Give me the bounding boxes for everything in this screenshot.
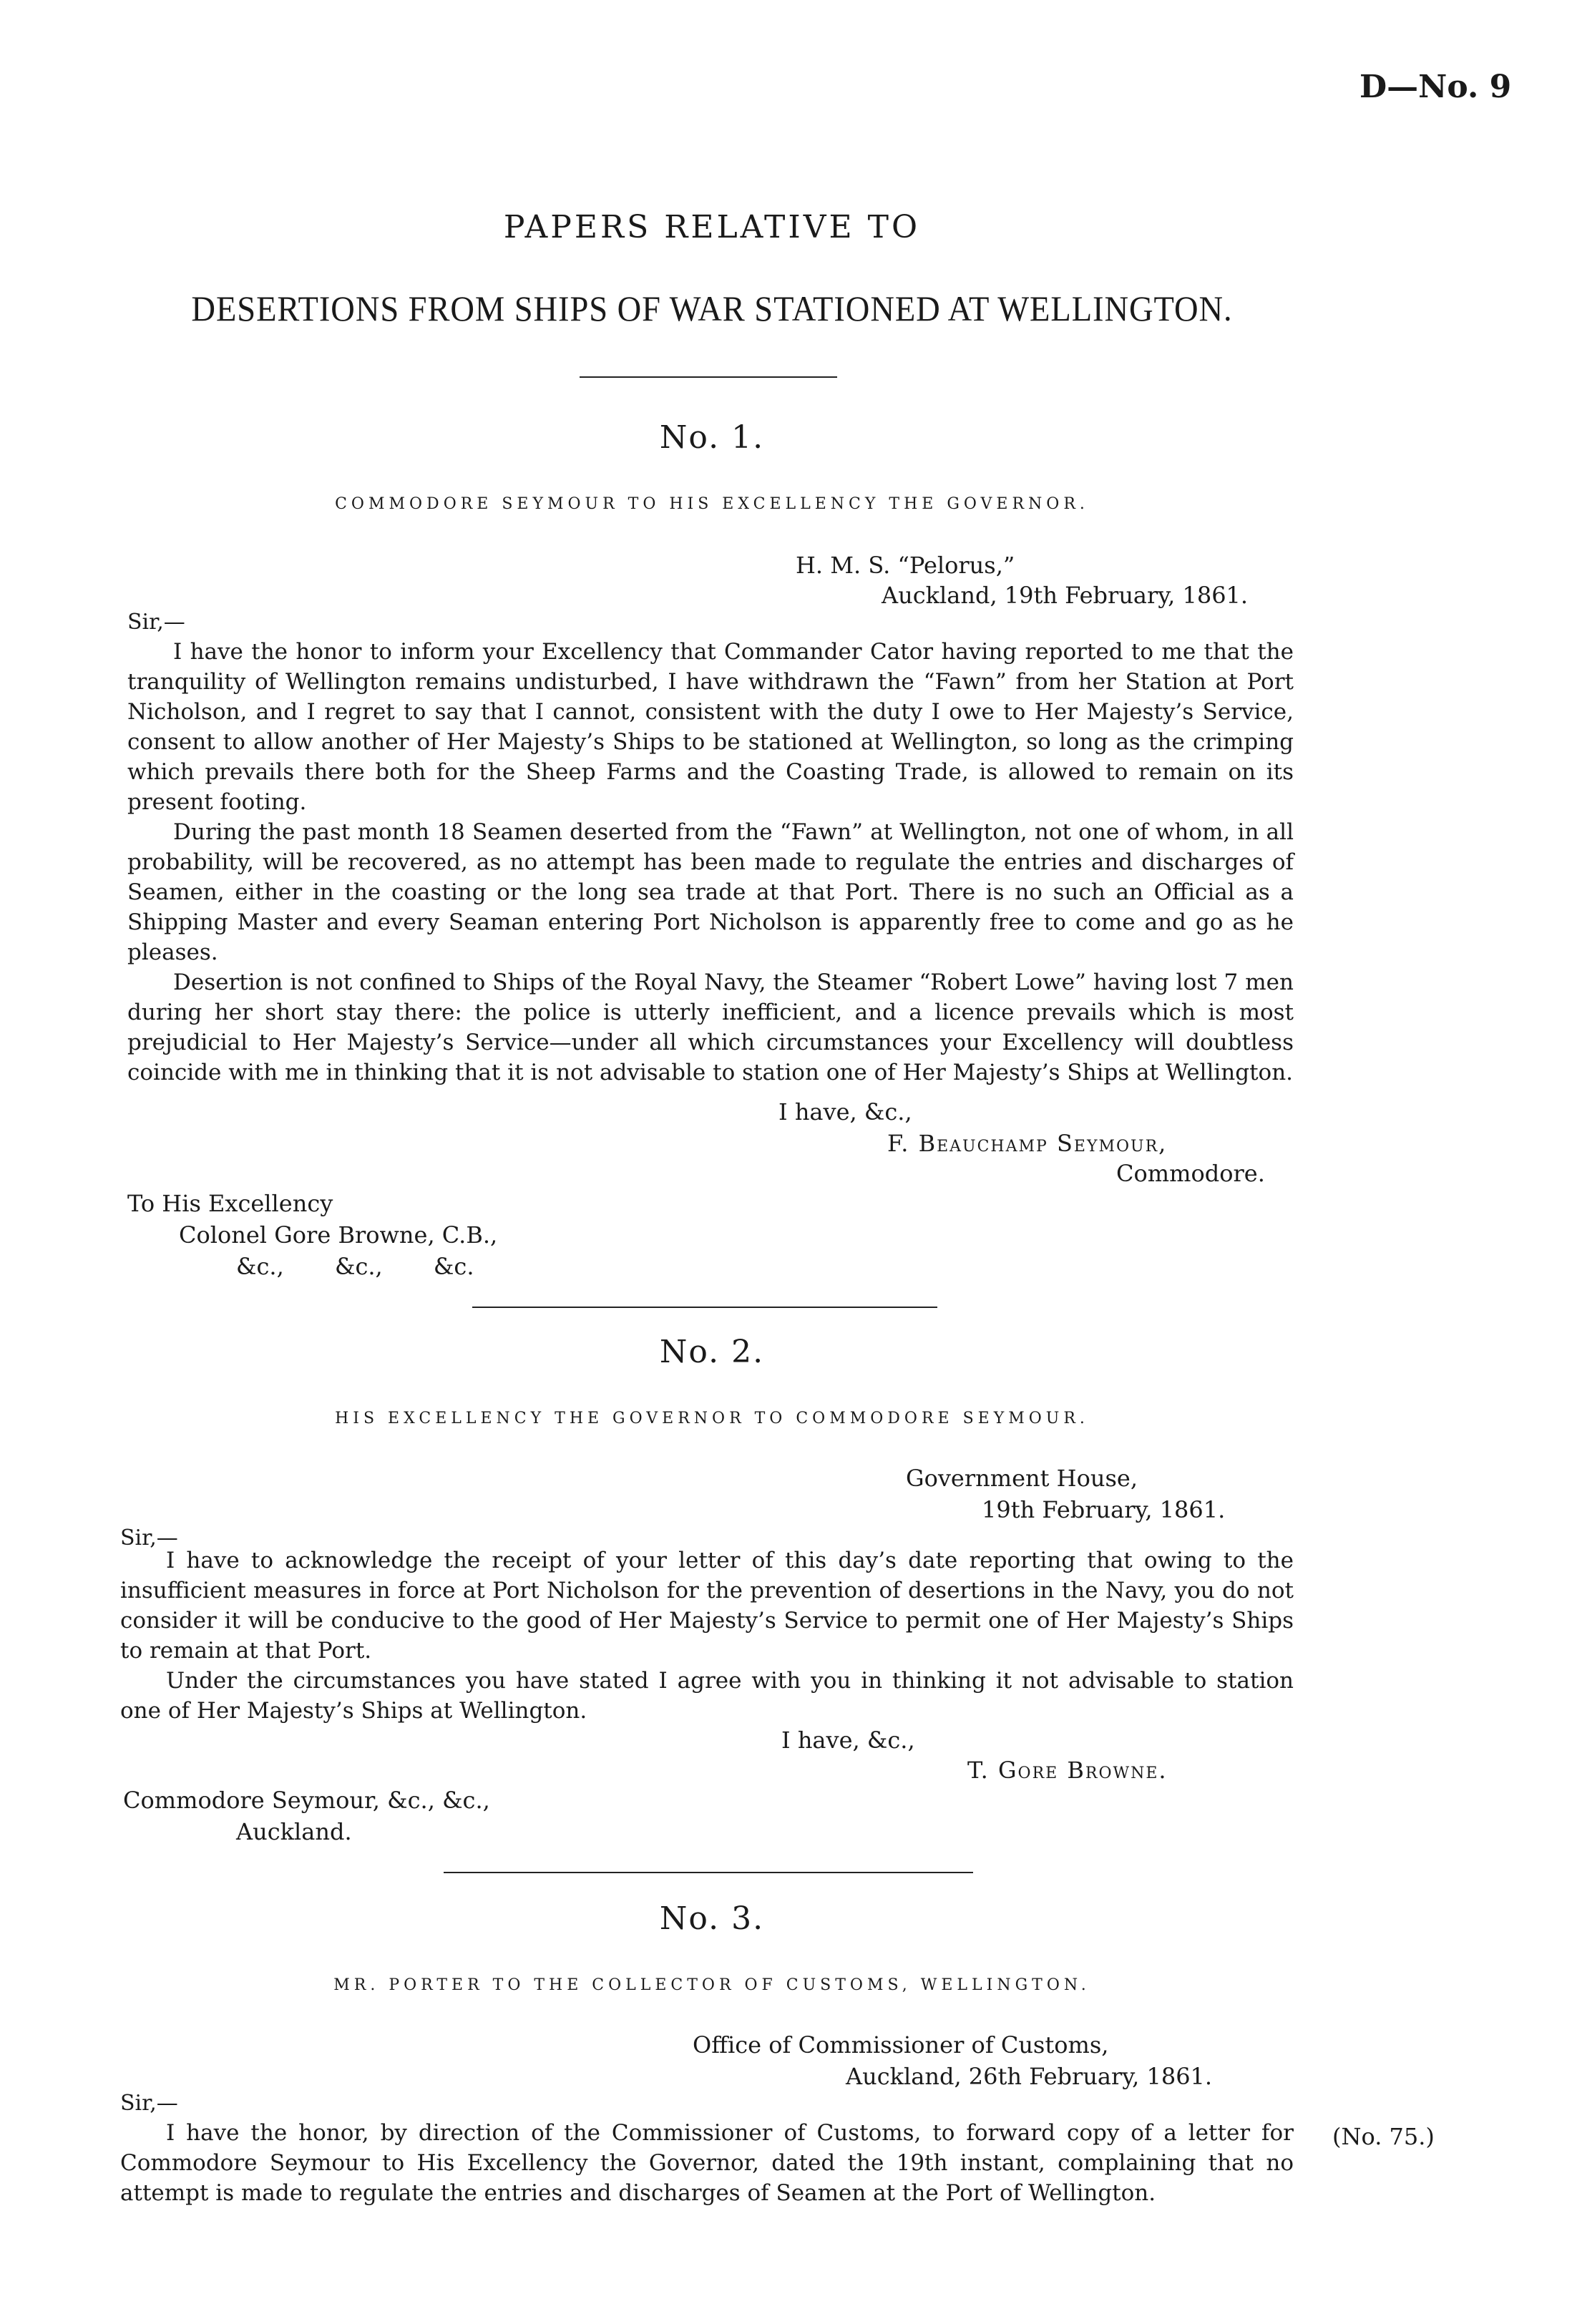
- letter1-address-date: Auckland, 19th February, 1861.: [882, 582, 1249, 609]
- letter1-signature: F. Beauchamp Seymour,: [887, 1130, 1168, 1157]
- letter3-subtitle: MR. PORTER TO THE COLLECTOR OF CUSTOMS, WELLINGTON.: [333, 1976, 1090, 1994]
- letter3-number: No. 3.: [659, 1900, 765, 1937]
- letter2-closing: I have, &c.,: [781, 1727, 915, 1754]
- page-number: D—No. 9: [1359, 69, 1512, 105]
- divider-2: [444, 1872, 973, 1873]
- letter2-address-place: Government House,: [906, 1465, 1138, 1492]
- letter2-paragraph: Under the circumstances you have stated I agree with you in thinking it not advisable to station one of Her Majesty’s Ships at Wellington.: [120, 1668, 1294, 1724]
- divider-1: [472, 1307, 937, 1308]
- letter1-body: [127, 637, 1294, 1088]
- letter3-body: [120, 2118, 1294, 2208]
- letter2-addressee-2: Auckland.: [236, 1818, 352, 1845]
- title-line-1: PAPERS RELATIVE TO: [503, 209, 921, 245]
- letter3-address-office: Office of Commissioner of Customs,: [693, 2031, 1109, 2059]
- letter3-salutation: Sir,—: [120, 2091, 178, 2116]
- letter1-paragraph: During the past month 18 Seamen deserted from the “Fawn” at Wellington, not one of whom, in all probability, will be recovered, as no attempt has been made to regulate the entries and discharges of Seamen, either in the coasting or the long sea trade at that Port. There is no such an Official as a Shipping Master and every Seaman entering Port Nicholson is apparently free to come and go as he pleases.: [127, 819, 1294, 965]
- letter1-number: No. 1.: [659, 419, 765, 456]
- letter2-address-date: 19th February, 1861.: [982, 1496, 1226, 1523]
- letter2-paragraph: I have to acknowledge the receipt of your letter of this day’s date reporting that owing to the insufficient measures in force at Port Nicholson for the prevention of desertions in the Navy, you do not consider it will be conducive to the good of Her Majesty’s Service to permit one of Her Majesty’s Ships to remain at that Port.: [120, 1548, 1294, 1664]
- letter2-number: No. 2.: [659, 1334, 765, 1370]
- letter1-paragraph: Desertion is not confined to Ships of the Royal Navy, the Steamer “Robert Lowe” having lost 7 men during her short stay there: the police is utterly inefficient, and a licence prevails which is most prejudicial to Her Majesty’s Service—under all which circumstances your Excellency will doubtless coincide with me in thinking that it is not advisable to station one of Her Majesty’s Ships at Wellington.: [127, 970, 1294, 1085]
- title-divider: [580, 376, 837, 378]
- letter1-addressee-3: &c., &c., &c.: [236, 1253, 474, 1280]
- letter1-paragraph: I have the honor to inform your Excellency that Commander Cator having reported to me that the tranquility of Wellington remains undisturbed, I have withdrawn the “Fawn” from her Station at Port Nicholson, and I regret to say that I cannot, consistent with the duty I owe to Her Majesty’s Service, consent to allow another of Her Majesty’s Ships to be stationed at Wellington, so long as the crimping which prevails there both for the Sheep Farms and the Coasting Trade, is allowed to remain on its present footing.: [127, 639, 1294, 815]
- letter2-signature: T. Gore Browne.: [967, 1757, 1168, 1784]
- letter1-subtitle: COMMODORE SEYMOUR TO HIS EXCELLENCY THE GOVERNOR.: [335, 495, 1089, 513]
- letter2-addressee-1: Commodore Seymour, &c., &c.,: [123, 1787, 490, 1814]
- letter1-salutation: Sir,—: [127, 610, 185, 635]
- letter1-address-ship: H. M. S. “Pelorus,”: [796, 552, 1015, 579]
- letter1-addressee-1: To His Excellency: [127, 1190, 333, 1217]
- letter1-closing: I have, &c.,: [778, 1098, 912, 1126]
- letter1-addressee-2: Colonel Gore Browne, C.B.,: [179, 1221, 498, 1249]
- letter3-address-date: Auckland, 26th February, 1861.: [846, 2063, 1213, 2090]
- letter1-rank: Commodore.: [1116, 1160, 1265, 1187]
- letter3-paragraph: I have the honor, by direction of the Commissioner of Customs, to forward copy of a letter for Commodore Seymour to His Excellency the Governor, dated the 19th instant, complaining that no attempt is made to regulate the entries and discharges of Seamen at the Port of Wellington.: [120, 2120, 1294, 2206]
- title-line-2: DESERTIONS FROM SHIPS OF WAR STATIONED AT WELLINGTON.: [191, 288, 1233, 328]
- letter3-margin-note: (No. 75.): [1332, 2123, 1435, 2150]
- letter2-subtitle: HIS EXCELLENCY THE GOVERNOR TO COMMODORE SEYMOUR.: [335, 1410, 1089, 1427]
- letter2-body: [120, 1546, 1294, 1726]
- letter2-salutation: Sir,—: [120, 1525, 178, 1551]
